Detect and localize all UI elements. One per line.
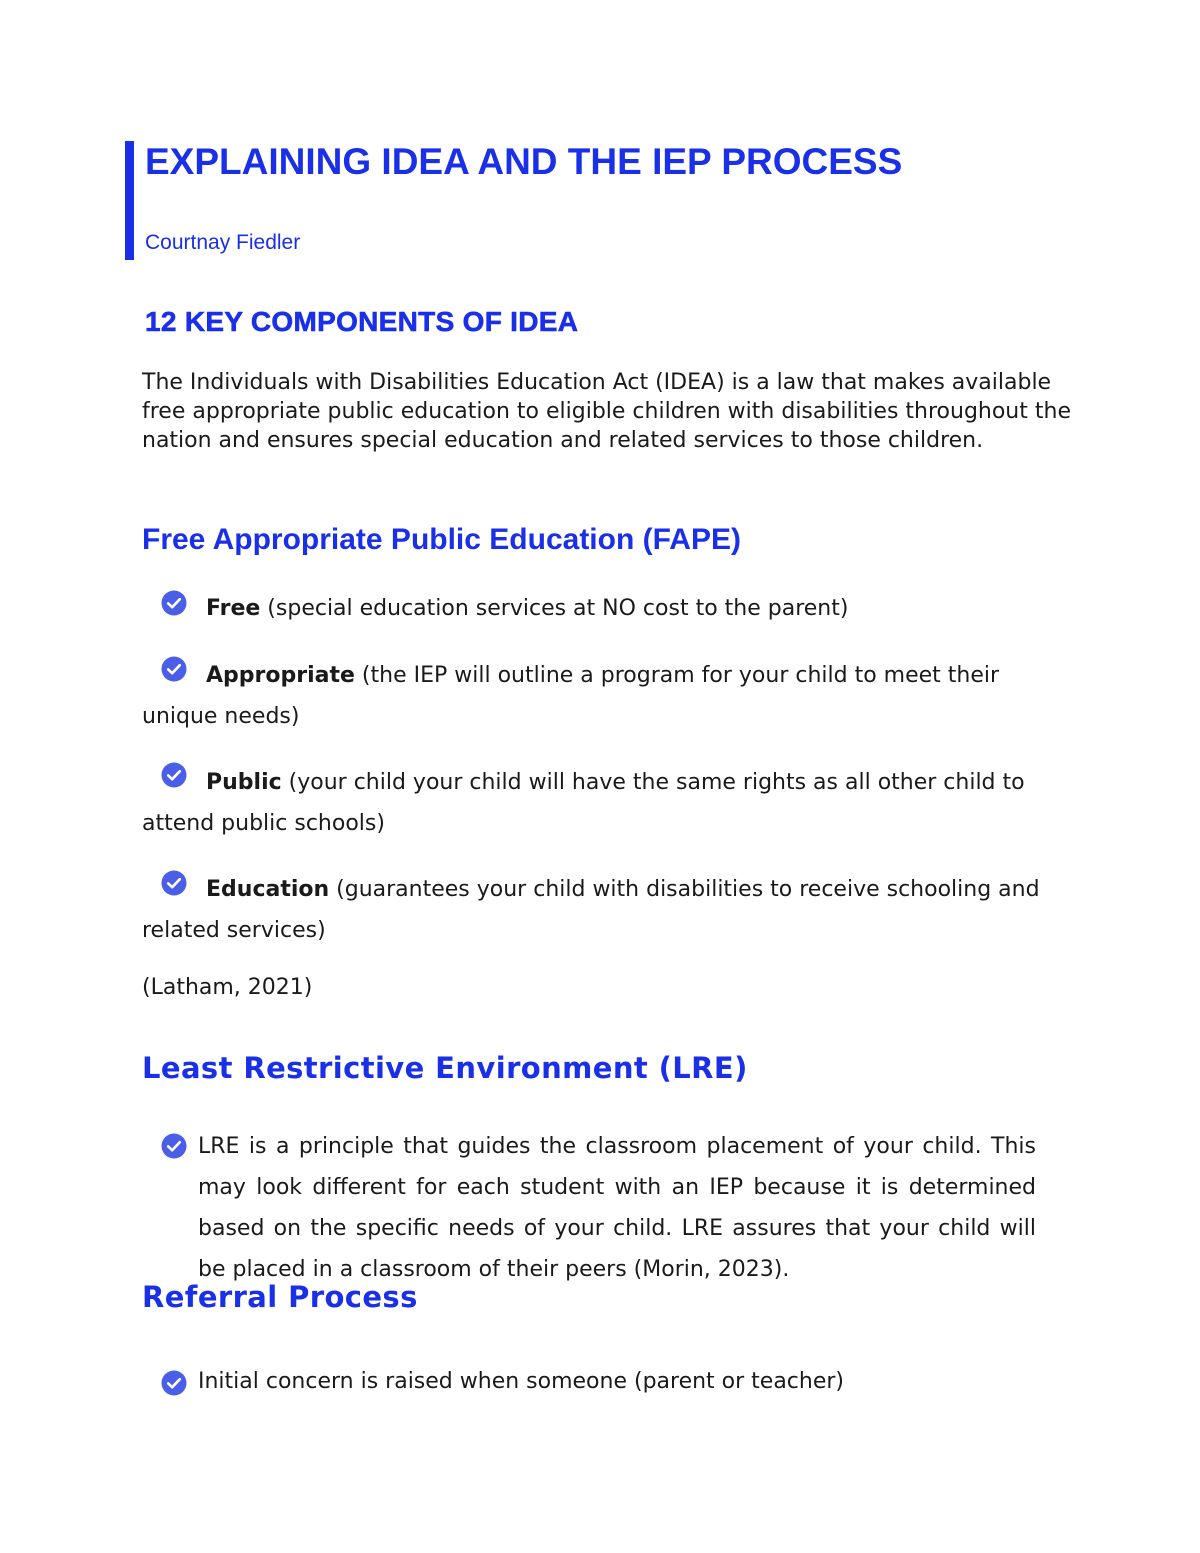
check-circle-icon [161,1133,187,1159]
fape-term: Public [206,770,282,795]
document-title: EXPLAINING IDEA AND THE IEP PROCESS [145,141,903,182]
check-circle-icon [161,590,187,616]
fape-term: Appropriate [206,663,355,688]
lre-heading: Least Restrictive Environment (LRE) [142,1051,748,1085]
key-components-heading: 12 KEY COMPONENTS OF IDEA [145,306,579,337]
referral-heading: Referral Process [142,1280,418,1314]
fape-citation: (Latham, 2021) [142,975,313,1000]
title-accent-bar [125,141,134,260]
fape-heading: Free Appropriate Public Education (FAPE) [142,523,741,556]
referral-item: Initial concern is raised when someone (parent or teacher) [198,1369,845,1394]
document-author: Courtnay Fiedler [145,231,301,254]
intro-paragraph: The Individuals with Disabilities Education Act (IDEA) is a law that makes available free appropriate public education to eligible children with disabilities throughout the nation and ensures special education and related services to those children. [142,370,1071,453]
fape-item-appropriate [142,655,1062,737]
fape-desc: (your child your child will have the same rights as all other child to attend public schools) [142,770,1025,836]
fape-term: Education [206,877,330,902]
fape-item-public [142,762,1062,844]
fape-desc: (the IEP will outline a program for your child to meet their unique needs) [142,663,1000,729]
check-circle-icon [161,1370,187,1396]
fape-desc: (special education services at NO cost to the parent) [260,596,849,621]
fape-item-education [142,869,1062,951]
fape-desc: (guarantees your child with disabilities to receive schooling and related services) [142,877,1040,943]
lre-paragraph: LRE is a principle that guides the classroom placement of your child. This may look different for each student with an IEP because it is determined based on the specific needs of your child. LRE assures that your child will be placed in a classroom of their peers (Morin, 2023). [198,1134,1036,1282]
fape-item-free [206,588,1066,629]
fape-term: Free [206,596,261,621]
